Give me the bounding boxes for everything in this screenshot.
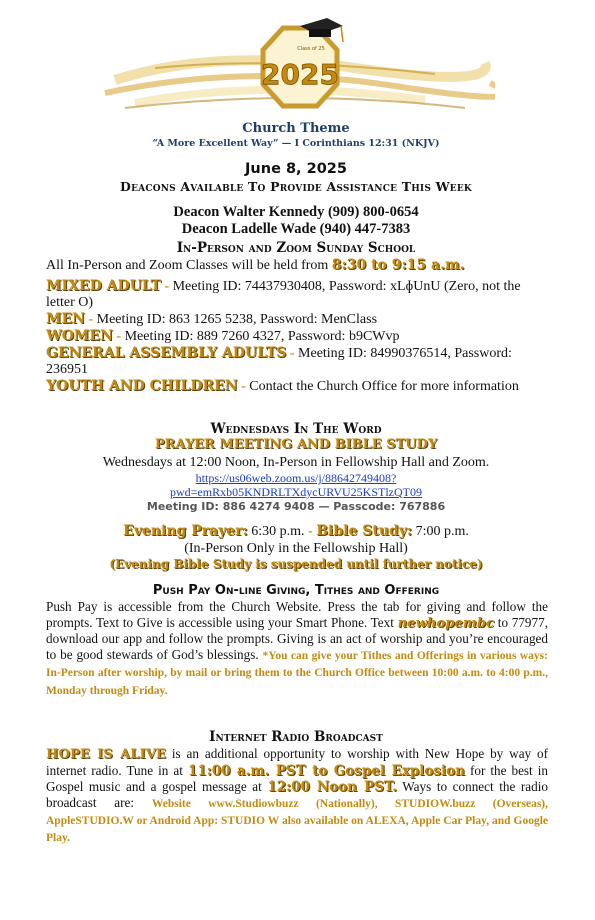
deacons-heading: Deacons Available To Provide Assistance This Week [120, 179, 472, 194]
schedule-dash: - [304, 524, 317, 539]
class-details: Meeting ID: 74437930408, Password: xLɸUnU (Zero, not the letter O) [46, 279, 521, 310]
deacon-line: Deacon Walter Kennedy (909) 800-0654 [173, 204, 419, 220]
deacon-line: Deacon Ladelle Wade (940) 447-7383 [181, 221, 411, 237]
class-item [46, 278, 551, 311]
cap-label: Class of 25 [297, 46, 325, 52]
wednesday-meeting-id: Meeting ID: 886 4274 9408 — Passcode: 767886 [146, 500, 446, 513]
bulletin-date: June 8, 2025 [245, 161, 347, 177]
class-details: Contact the Church Office for more information [249, 379, 519, 394]
suspended-note: (Evening Bible Study is suspended until further notice) [109, 557, 483, 571]
class-item [46, 378, 551, 395]
sunday-school-heading: In-Person and Zoom Sunday School [176, 240, 416, 256]
radio-paragraph [46, 746, 548, 846]
evening-prayer-time: 6:30 p.m. [247, 524, 305, 539]
wednesday-subheading: PRAYER MEETING AND BIBLE STUDY [154, 437, 438, 452]
class-details: Meeting ID: 84990376514, Password: 236951 [46, 346, 512, 377]
wednesday-line: Wednesdays at 12:00 Noon, In-Person in Fellowship Hall and Zoom. [102, 455, 490, 470]
sunday-school-section [46, 257, 551, 395]
zoom-link-part[interactable]: https://us06web.zoom.us/j/88642749408? [195, 471, 397, 485]
giving-text-2: to 77977, download our app and follow the prompts. Giving is an act of worship and you’re encouraged to be good stewards of God’s blessings. [46, 614, 548, 662]
class-name: MEN [46, 311, 85, 327]
year-2025-emblem [95, 8, 495, 120]
sunday-school-intro [46, 257, 551, 274]
class-sep: - [84, 312, 97, 327]
year-text: 2025 [261, 58, 339, 91]
giving-heading: Push Pay On-line Giving, Tithes and Offering [152, 583, 440, 598]
class-details: Meeting ID: 889 7260 4327, Password: b9CWvp [124, 329, 400, 344]
text-keyword: newhopembc [397, 615, 495, 631]
theme-verse: “A More Excellent Way” — I Corinthians 12:31 (NKJV) [152, 138, 440, 149]
deacons-list [46, 204, 546, 238]
theme-title: Church Theme [242, 121, 350, 136]
class-name: WOMEN [46, 328, 113, 344]
giving-paragraph [46, 599, 548, 699]
radio-text-3: Ways to connect the radio broadcast are: [46, 779, 549, 810]
class-details: Meeting ID: 863 1265 5238, Password: MenClass [96, 312, 378, 327]
class-item [46, 311, 551, 328]
radio-text-1: is an additional opportunity to worship with New Hope by way of internet radio. Tune in at [46, 746, 549, 778]
radio-time-1: 11:00 a.m. PST to Gospel Explosion [187, 763, 465, 779]
radio-ways: Website www.Studiowbuzz (Nationally), STUDIOW.buzz (Overseas), AppleSTUDIO.W or Android App: STUDIO W also available on ALEXA, Apple Car Play, and Google Play. [46, 798, 548, 844]
class-item [46, 328, 551, 345]
class-sep: - [286, 346, 299, 361]
giving-note: *You can give your Tithes and Offerings in various ways: In-Person after worship, by mail or bring them to the Church Office between 10:00 a.m. to 4:00 p.m., Monday through Friday. [46, 649, 548, 697]
bible-study-label: Bible Study: [316, 523, 413, 539]
evening-prayer-label: Evening Prayer: [123, 523, 248, 539]
in-person-note: (In-Person Only in the Fellowship Hall) [184, 541, 408, 556]
class-name: GENERAL ASSEMBLY ADULTS [46, 345, 287, 361]
class-time: 8:30 to 9:15 a.m. [331, 257, 465, 273]
zoom-link[interactable] [46, 471, 546, 499]
intro-text: All In-Person and Zoom Classes will be held from [46, 258, 329, 273]
giving-text-1: Push Pay is accessible from the Church Website. Press the tab for giving and follow the prompts. Text to Give is accessible using your Smart Phone. Text [46, 599, 548, 630]
class-sep: - [112, 329, 125, 344]
bible-study-time: 7:00 p.m. [412, 524, 469, 539]
class-sep: - [237, 379, 250, 394]
evening-schedule [46, 523, 546, 540]
class-name: YOUTH AND CHILDREN [46, 378, 238, 394]
class-item [46, 345, 551, 378]
radio-text-2: for the best in Gospel music and a gospel message at [46, 763, 548, 794]
radio-heading: Internet Radio Broadcast [209, 729, 383, 745]
hope-is-alive: HOPE IS ALIVE [46, 747, 166, 762]
wednesday-heading: Wednesdays In The Word [210, 421, 382, 437]
class-sep: - [160, 279, 173, 294]
class-name: MIXED ADULT [46, 278, 161, 294]
radio-time-2: 12:00 Noon PST. [267, 779, 397, 795]
zoom-link-part[interactable]: pwd=emRxb05KNDRLTXdycURVU25KSTlzQT09 [169, 485, 423, 499]
